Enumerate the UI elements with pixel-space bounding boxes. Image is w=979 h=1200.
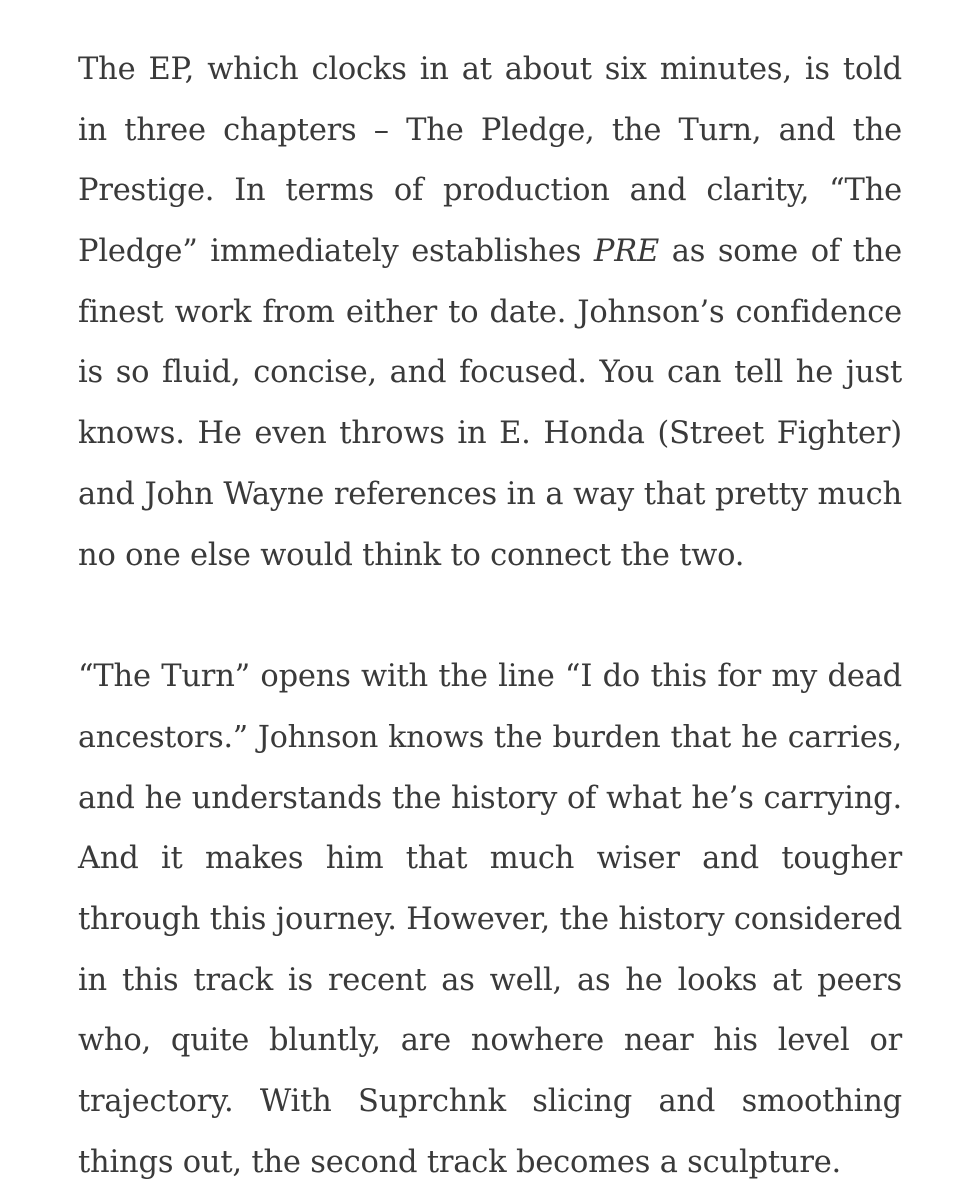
text-line: trajectory. With Suprchnk slicing and smoothing	[78, 1084, 902, 1119]
text-line: is so fluid, concise, and focused. You can tell he just	[78, 355, 902, 391]
text-line: knows. He even throws in E. Honda (Street Fighter)	[78, 416, 902, 452]
article-body	[78, 40, 902, 1193]
text-line: in three chapters – The Pledge, the Turn, and the	[78, 112, 902, 148]
text-line: and he understands the history of what he’s carrying.	[78, 780, 902, 816]
paragraph-1	[78, 40, 902, 586]
text-line: through this journey. However, the history considered	[78, 901, 903, 937]
text-line	[78, 222, 902, 283]
paragraph-spacer	[78, 586, 902, 647]
text-line: ancestors.” Johnson knows the burden that he carries,	[78, 719, 902, 755]
text-line: “The Turn” opens with the line “I do this for my dead	[78, 659, 902, 695]
text-line: no one else would think to connect the two.	[78, 537, 745, 573]
text-line: things out, the second track becomes a sculpture.	[78, 1144, 842, 1180]
text-line: Prestige. In terms of production and clarity, “The	[78, 173, 902, 209]
paragraph-2	[78, 647, 902, 1193]
text-line: and John Wayne references in a way that pretty much	[78, 476, 902, 512]
text-line: who, quite bluntly, are nowhere near his level or	[78, 1023, 902, 1059]
text-line: And it makes him that much wiser and tougher	[78, 841, 902, 877]
album-title-italic: PRE	[593, 234, 660, 270]
text-line: in this track is recent as well, as he looks at peers	[78, 962, 902, 998]
text-segment: as some of the	[659, 234, 903, 270]
text-segment: Pledge” immediately establishes	[78, 234, 594, 270]
text-line: finest work from either to date. Johnson’s confidence	[78, 294, 902, 330]
text-line: The EP, which clocks in at about six minutes, is told	[78, 52, 902, 87]
